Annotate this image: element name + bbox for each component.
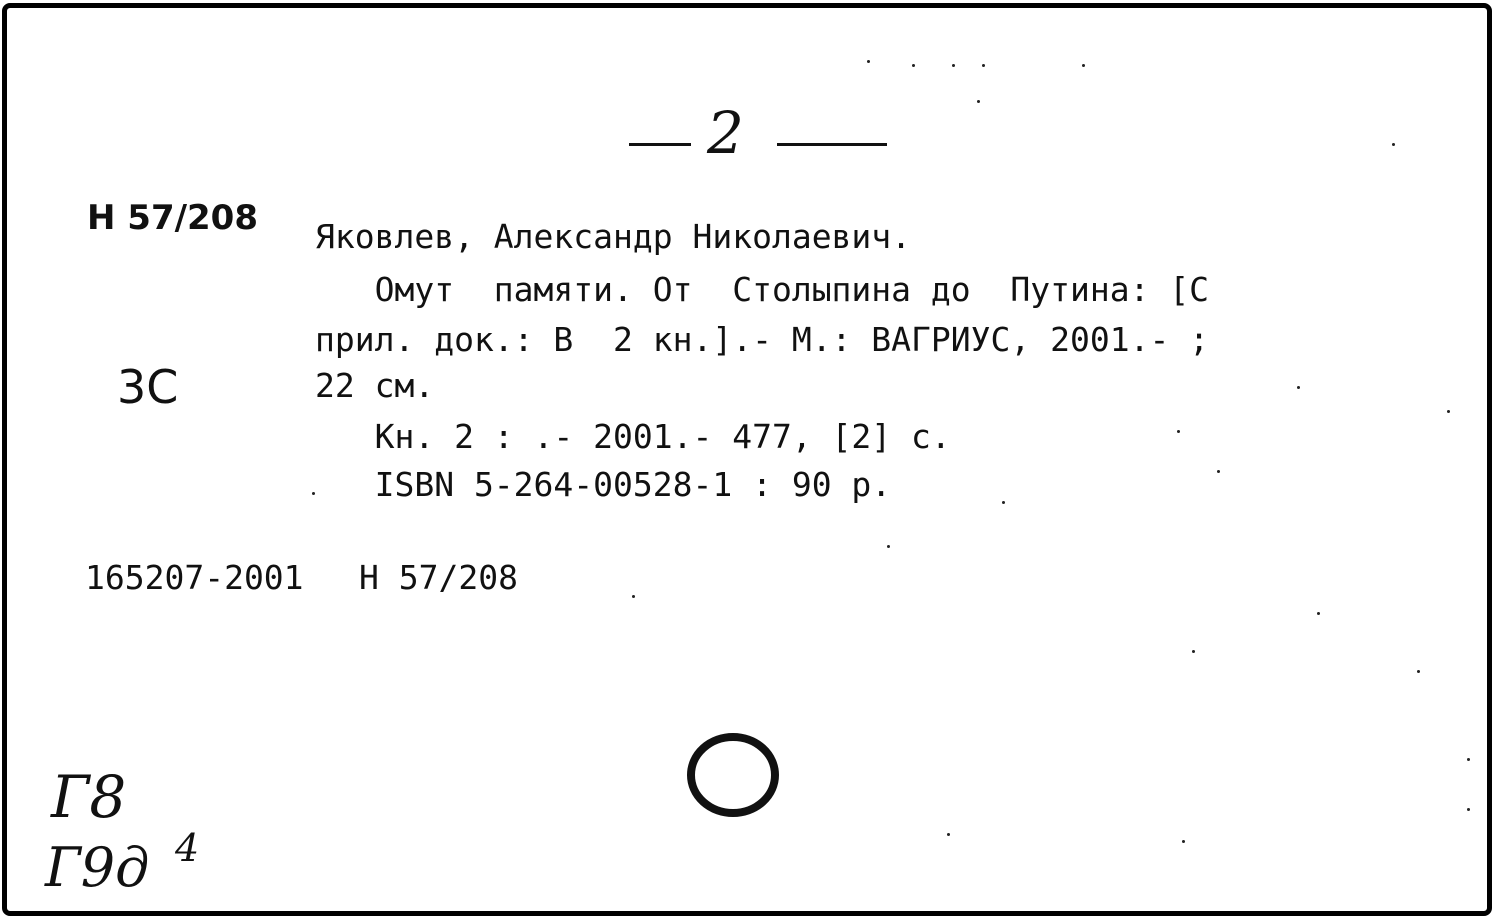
card-number-block <box>617 99 897 173</box>
handwritten-bottom-superscript: 4 <box>175 826 200 870</box>
handwritten-mark: 3С <box>117 360 179 414</box>
card-number-dash-right <box>777 143 887 146</box>
shelf-mark: Н 57/208 <box>87 198 258 238</box>
card-number-dash-left <box>629 143 691 146</box>
title-line-2: прил. док.: В 2 кн.].- М.: ВАГРИУС, 2001.- ; <box>315 320 1210 359</box>
volume-line: Кн. 2 : .- 2001.- 477, [2] с. <box>315 417 951 456</box>
catalog-card <box>2 3 1492 916</box>
handwritten-bottom-line1: Г8 <box>51 763 127 831</box>
title-line-1: Омут памяти. От Столыпина до Путина: [С <box>315 270 1210 309</box>
title-line-3: 22 см. <box>315 366 435 405</box>
author-line: Яковлев, Александр Николаевич. <box>315 217 912 256</box>
handwritten-bottom-line2: Г9д <box>45 836 150 899</box>
accession-shelf: Н 57/208 <box>359 558 518 597</box>
accession-number: 165207-2001 <box>85 558 304 597</box>
card-number: 2 <box>707 99 744 167</box>
isbn-line: ISBN 5-264-00528-1 : 90 р. <box>315 465 892 504</box>
circle-stamp <box>683 728 793 828</box>
